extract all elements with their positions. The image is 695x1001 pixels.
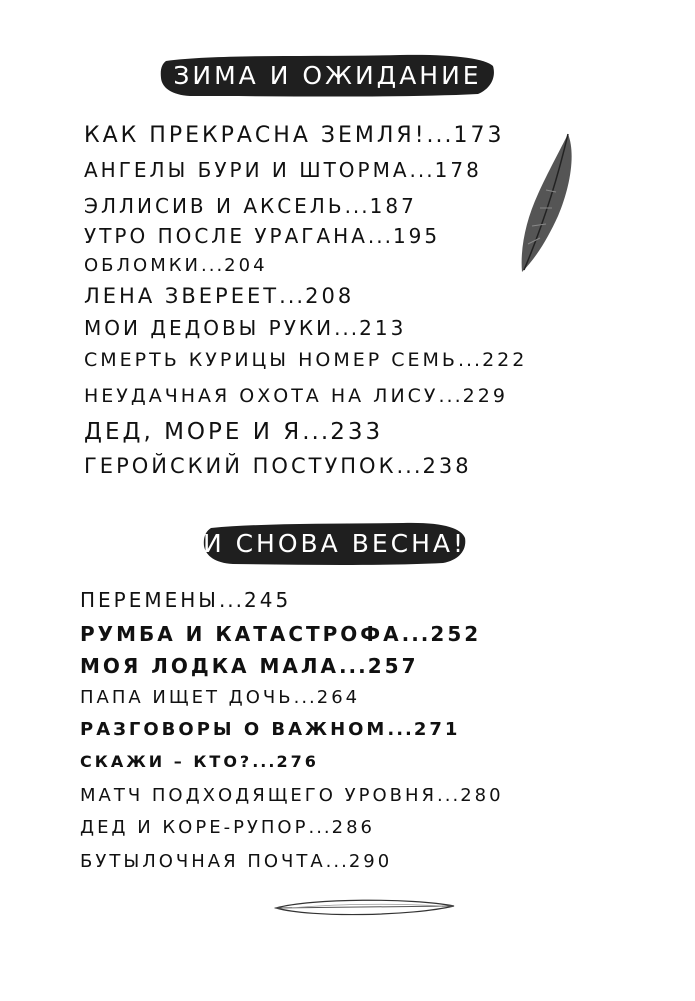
- toc-entry[interactable]: [80, 782, 504, 810]
- entry-page: 264: [316, 687, 361, 708]
- toc-entry[interactable]: [84, 452, 472, 480]
- entry-page: 204: [224, 255, 268, 276]
- entry-dots: ...: [401, 622, 431, 646]
- entry-dots: ...: [218, 588, 245, 612]
- entry-title: МАТЧ ПОДХОДЯЩЕГО УРОВНЯ: [80, 785, 438, 806]
- entry-page: 238: [422, 454, 472, 478]
- entry-page: 252: [430, 622, 482, 646]
- section-banner-spring: [203, 520, 466, 566]
- toc-entry[interactable]: [84, 382, 508, 410]
- entry-page: 173: [453, 123, 505, 148]
- entry-page: 286: [331, 817, 375, 838]
- entry-title: ПАПА ИЩЕТ ДОЧЬ: [80, 687, 294, 708]
- toc-entry[interactable]: [84, 122, 505, 150]
- entry-dots: ...: [279, 284, 306, 308]
- entry-title: ГЕРОЙСКИЙ ПОСТУПОК: [84, 454, 397, 478]
- toc-entry[interactable]: [84, 346, 527, 374]
- toc-entry[interactable]: [80, 652, 419, 680]
- entry-title: СМЕРТЬ КУРИЦЫ НОМЕР СЕМЬ: [84, 349, 458, 371]
- entry-page: 233: [330, 419, 384, 445]
- toc-entry[interactable]: [84, 156, 482, 184]
- entry-dots: ...: [426, 123, 454, 148]
- entry-title: ДЕД, МОРЕ И Я: [84, 419, 303, 445]
- entry-title: НЕУДАЧНАЯ ОХОТА НА ЛИСУ: [84, 385, 439, 407]
- toc-entry[interactable]: [84, 282, 354, 310]
- toc-entry[interactable]: [80, 814, 375, 842]
- entry-dots: ...: [438, 385, 463, 407]
- entry-page: 187: [369, 194, 417, 218]
- entry-page: 245: [244, 588, 292, 612]
- entry-page: 195: [392, 224, 441, 248]
- entry-title: КАК ПРЕКРАСНА ЗЕМЛЯ!: [84, 123, 427, 148]
- entry-title: ЭЛЛИСИВ И АКСЕЛЬ: [84, 194, 345, 218]
- entry-page: 208: [305, 284, 355, 308]
- toc-entry[interactable]: [80, 748, 319, 776]
- toc-entry[interactable]: [84, 222, 440, 250]
- entry-title: СКАЖИ – КТО?: [80, 752, 253, 771]
- entry-dots: ...: [338, 654, 368, 678]
- entry-title: МОЯ ЛОДКА МАЛА: [80, 654, 339, 678]
- entry-title: АНГЕЛЫ БУРИ И ШТОРМА: [84, 158, 410, 182]
- toc-entry[interactable]: [80, 716, 460, 744]
- entry-title: РУМБА И КАТАСТРОФА: [80, 622, 402, 646]
- entry-page: 257: [367, 654, 419, 678]
- toc-entry[interactable]: [84, 418, 383, 446]
- entry-dots: ...: [201, 255, 225, 276]
- entry-title: ПЕРЕМЕНЫ: [80, 588, 219, 612]
- toc-entry[interactable]: [84, 192, 417, 220]
- entry-page: 213: [359, 316, 407, 340]
- toc-entry[interactable]: [80, 848, 392, 876]
- entry-dots: ...: [293, 687, 317, 708]
- entry-page: 280: [460, 785, 504, 806]
- feather-illustration: [510, 128, 580, 278]
- entry-title: РАЗГОВОРЫ О ВАЖНОМ: [80, 719, 388, 740]
- section-banner-winter: [160, 52, 495, 98]
- entry-dots: ...: [437, 785, 461, 806]
- entry-title: БУТЫЛОЧНАЯ ПОЧТА: [80, 851, 326, 872]
- entry-dots: ...: [396, 454, 423, 478]
- entry-dots: ...: [334, 316, 360, 340]
- entry-dots: ...: [457, 349, 483, 371]
- entry-title: ДЕД И КОРЕ-РУПОР: [80, 817, 309, 838]
- entry-dots: ...: [409, 158, 435, 182]
- entry-dots: ...: [387, 719, 414, 740]
- entry-page: 178: [434, 158, 482, 182]
- entry-page: 290: [348, 851, 393, 872]
- toc-entry[interactable]: [80, 684, 360, 712]
- section-title-winter: ЗИМА И ОЖИДАНИЕ: [173, 60, 482, 90]
- entry-page: 276: [276, 752, 319, 771]
- toc-entry[interactable]: [84, 252, 268, 280]
- entry-title: УТРО ПОСЛЕ УРАГАНА: [84, 224, 368, 248]
- leaf-divider-illustration: [272, 896, 458, 920]
- entry-dots: ...: [302, 419, 331, 445]
- entry-title: ОБЛОМКИ: [84, 255, 201, 276]
- entry-dots: ...: [367, 224, 393, 248]
- entry-dots: ...: [308, 817, 332, 838]
- entry-title: ЛЕНА ЗВЕРЕЕТ: [84, 284, 280, 308]
- entry-page: 222: [482, 349, 528, 371]
- entry-dots: ...: [344, 194, 370, 218]
- entry-title: МОИ ДЕДОВЫ РУКИ: [84, 316, 335, 340]
- toc-entry[interactable]: [80, 586, 291, 614]
- entry-page: 271: [413, 719, 461, 740]
- toc-entry[interactable]: [84, 314, 406, 342]
- entry-dots: ...: [252, 752, 277, 771]
- entry-page: 229: [462, 385, 508, 407]
- section-title-spring: И СНОВА ВЕСНА!: [203, 528, 466, 558]
- entry-dots: ...: [325, 851, 349, 872]
- toc-entry[interactable]: [80, 620, 481, 648]
